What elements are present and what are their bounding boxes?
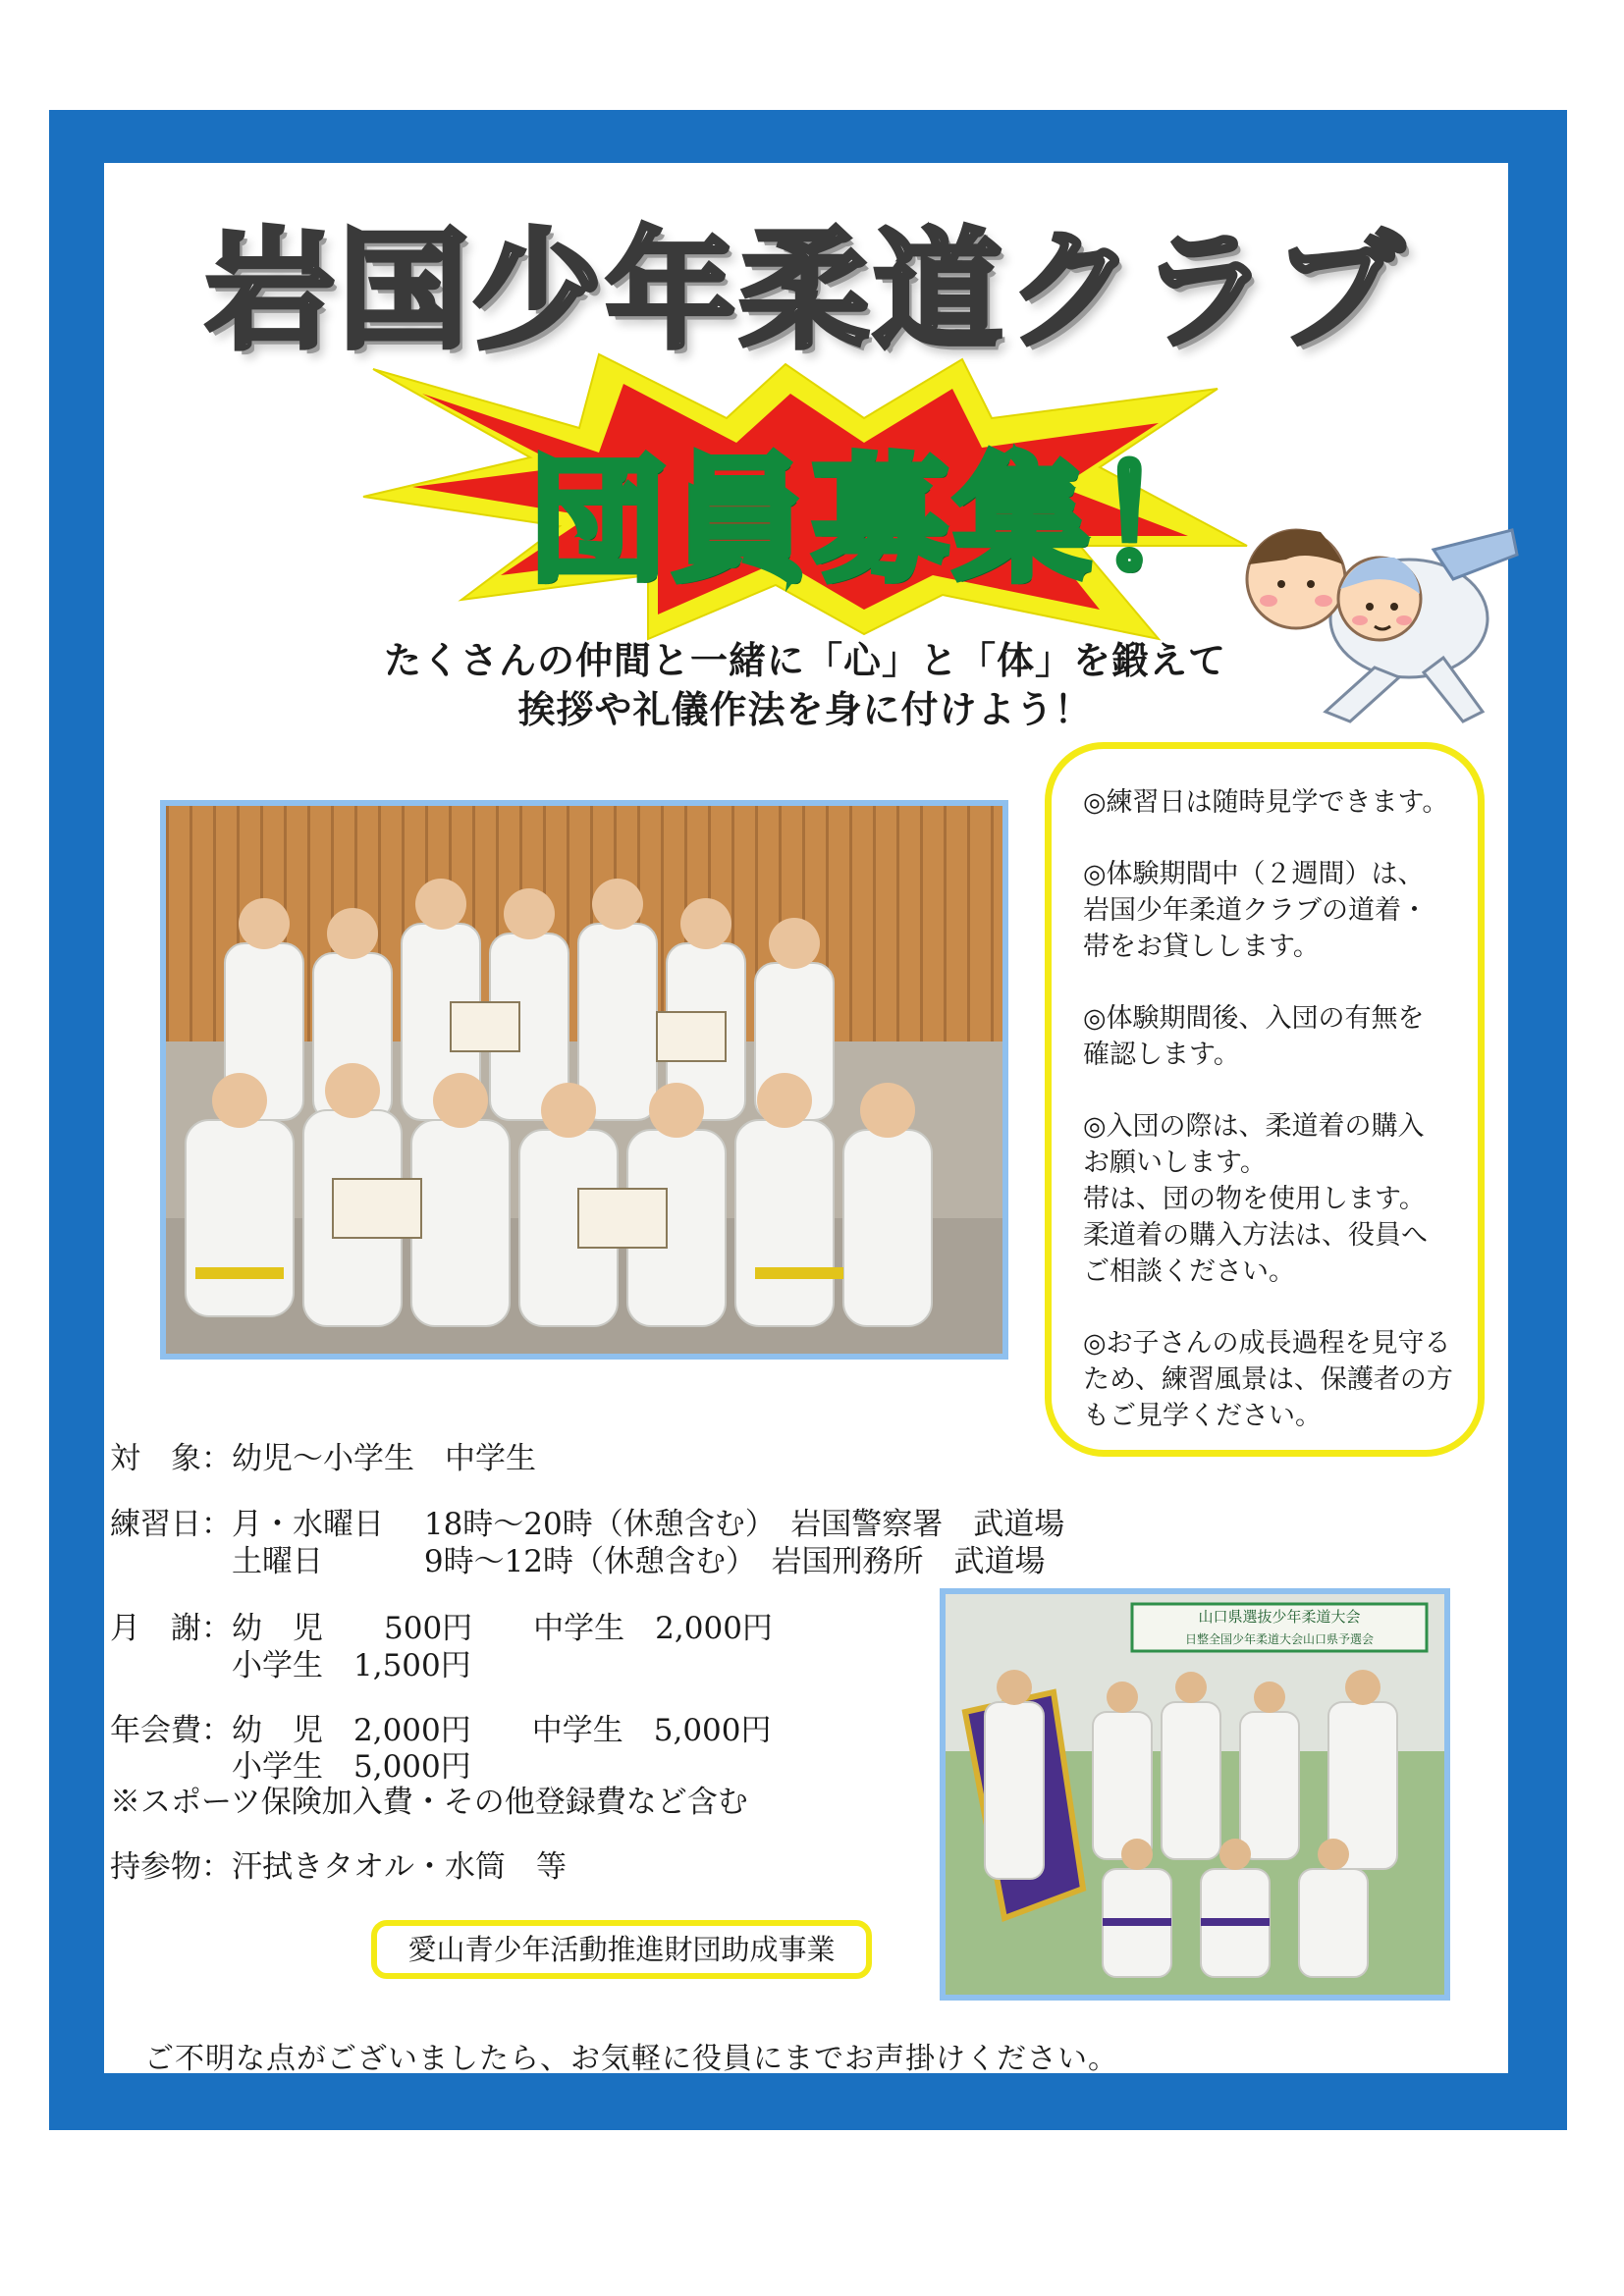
info-practice-1: 練習日：月・水曜日 18時～20時（休憩含む） 岩国警察署 武道場 bbox=[110, 1507, 1065, 1542]
info-annual-2: 小学生 5,000円 bbox=[110, 1749, 471, 1785]
tagline bbox=[334, 636, 1276, 734]
info-target: 対 象：幼児～小学生 中学生 bbox=[110, 1441, 536, 1476]
club-title: 岩国少年柔道クラブ bbox=[205, 216, 1407, 367]
tournament-banner-sub: 日整全国少年柔道大会山口県予選会 bbox=[1184, 1632, 1375, 1646]
info-monthly-2: 小学生 1,500円 bbox=[110, 1648, 471, 1683]
info-annual-1: 年会費：幼 児 2,000円 中学生 5,000円 bbox=[110, 1713, 772, 1748]
note-item: ◎体験期間中（２週間）は、 岩国少年柔道クラブの道着・ 帯をお貸しします。 bbox=[1083, 859, 1428, 962]
info-annual-note: ※スポーツ保険加入費・その他登録費など含む bbox=[110, 1785, 748, 1820]
note-item: ◎入団の際は、柔道着の購入 お願いします。 帯は、団の物を使用します。 柔道着の購入方法は、役員へ ご相談ください。 bbox=[1083, 1111, 1428, 1287]
note-item: ◎体験期間後、入団の有無を 確認します。 bbox=[1083, 1003, 1425, 1070]
recruitment-headline: 団員募集！ bbox=[530, 442, 1238, 600]
notes-box bbox=[1045, 742, 1485, 1457]
sponsor-box: 愛山青少年活動推進財団助成事業 bbox=[371, 1920, 872, 1979]
info-monthly-1: 月 謝：幼 児 500円 中学生 2,000円 bbox=[110, 1611, 773, 1646]
tagline-line-2: 挨拶や礼儀作法を身に付けよう！ bbox=[517, 687, 1093, 731]
team-photo bbox=[160, 800, 1008, 1360]
note-item: ◎練習日は随時見学できます。 bbox=[1083, 787, 1449, 818]
info-items: 持参物：汗拭きタオル・水筒 等 bbox=[110, 1849, 567, 1885]
contact-note: ご不明な点がございましたら、お気軽に役員にまでお声掛けください。 bbox=[144, 2042, 1118, 2076]
tournament-photo bbox=[940, 1588, 1450, 2001]
tournament-banner-main: 山口県選抜少年柔道大会 bbox=[1198, 1608, 1361, 1626]
info-practice-2: 土曜日 9時～12時（休憩含む） 岩国刑務所 武道場 bbox=[110, 1544, 1046, 1579]
tagline-line-1: たくさんの仲間と一緒に「心」と「体」を鍛えて bbox=[383, 638, 1226, 682]
note-item: ◎お子さんの成長過程を見守る ため、練習風景は、保護者の方 もご見学ください。 bbox=[1083, 1328, 1453, 1431]
